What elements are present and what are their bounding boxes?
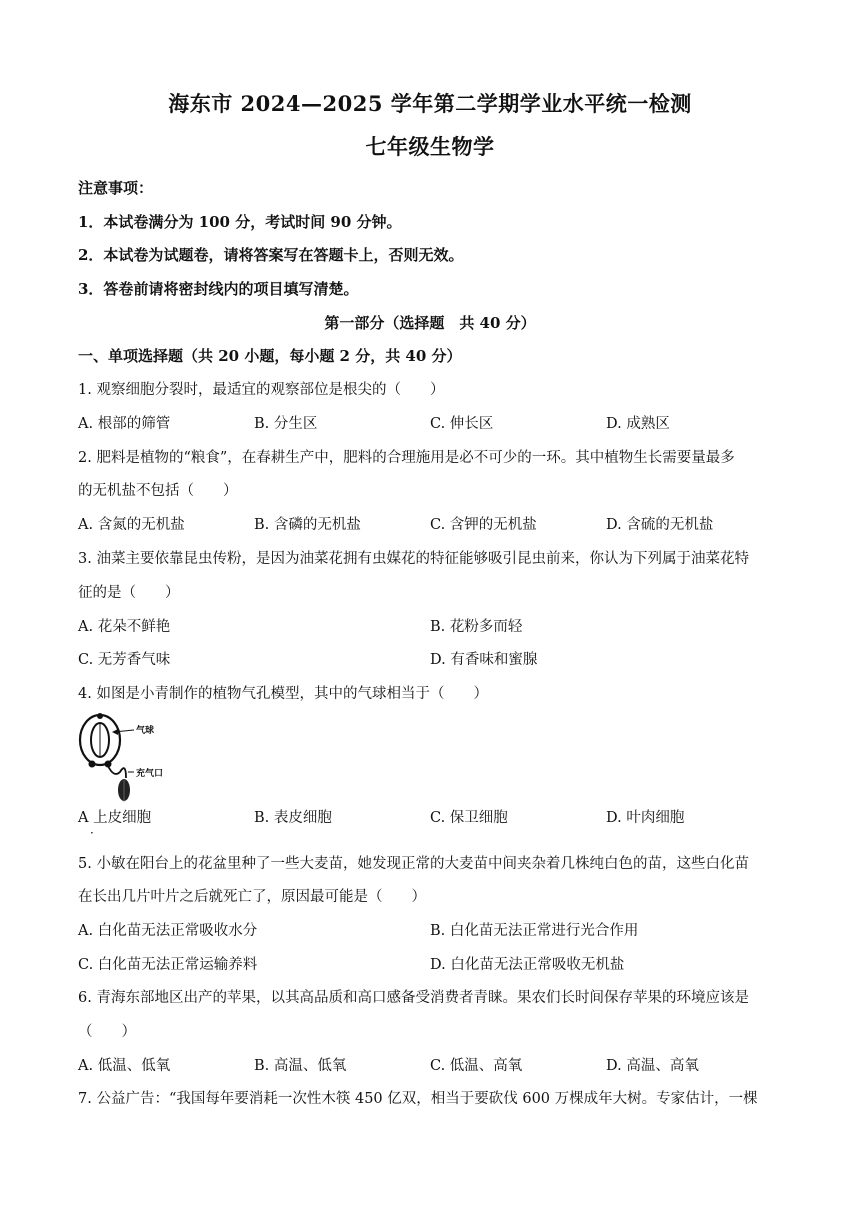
question-5-stem-line-1: 5. 小敏在阳台上的花盆里种了一些大麦苗，她发现正常的大麦苗中间夹杂着几株纯白色的苗，这些白化苗	[78, 856, 749, 872]
question-3-stem-line-1: 3. 油菜主要依靠昆虫传粉，是因为油菜花拥有虫媒花的特征能够吸引昆虫前来，你认为下列属于油菜花特	[78, 551, 749, 567]
q6-option-a: A. 低温、低氧	[78, 1058, 171, 1074]
stomata-model-figure	[76, 712, 186, 804]
q3-option-d: D. 有香味和蜜腺	[430, 652, 538, 668]
q5-option-b: B. 白化苗无法正常进行光合作用	[430, 923, 639, 939]
q3-option-c: C. 无芳香气味	[78, 652, 171, 668]
q1-option-d: D. 成熟区	[606, 416, 670, 432]
section-title: 一、单项选择题（共 20 小题，每小题 2 分，共 40 分）	[78, 347, 462, 365]
q4-option-d: D. 叶肉细胞	[606, 810, 685, 826]
question-6-stem-line-2: （ ）	[78, 1024, 136, 1040]
figure-label-inlet: 充气口	[136, 769, 164, 779]
exam-title: 海东市 2024—2025 学年第二学期学业水平统一检测	[168, 91, 692, 116]
notice-heading: 注意事项：	[78, 179, 154, 197]
q5-option-c: C. 白化苗无法正常运输养料	[78, 957, 258, 973]
q6-option-d: D. 高温、高氧	[606, 1058, 699, 1074]
q6-option-c: C. 低温、高氧	[430, 1058, 523, 1074]
q2-option-a: A. 含氮的无机盐	[78, 517, 185, 533]
q4-option-c: C. 保卫细胞	[430, 810, 508, 826]
q6-option-b: B. 高温、低氧	[254, 1058, 347, 1074]
q2-option-c: C. 含钾的无机盐	[430, 517, 537, 533]
q1-option-c: C. 伸长区	[430, 416, 494, 432]
stray-dot: ·	[90, 826, 94, 840]
q4-option-a: A 上皮细胞	[78, 810, 152, 826]
figure-label-balloon: 气球	[136, 726, 155, 736]
part-title: 第一部分（选择题 共 40 分）	[324, 314, 536, 332]
exam-subtitle: 七年级生物学	[365, 134, 495, 159]
question-1-stem: 1. 观察细胞分裂时，最适宜的观察部位是根尖的（ ）	[78, 382, 445, 398]
question-5-stem-line-2: 在长出几片叶片之后就死亡了，原因最可能是（ ）	[78, 889, 426, 905]
q1-option-a: A. 根部的筛管	[78, 416, 171, 432]
question-2-stem-line-1: 2. 肥料是植物的“粮食”，在春耕生产中，肥料的合理施用是必不可少的一环。其中植物生长需要量最多	[78, 450, 735, 466]
notice-item-3: 3．答卷前请将密封线内的项目填写清楚。	[78, 280, 359, 298]
q4-option-b: B. 表皮细胞	[254, 810, 332, 826]
stomata-model-drawing	[76, 712, 186, 804]
question-3-stem-line-2: 征的是（ ）	[78, 585, 180, 601]
question-7-stem-line-1: 7. 公益广告：“我国每年要消耗一次性木筷 450 亿双，相当于要砍伐 600 万棵成年大树。专家估计，一棵	[78, 1091, 758, 1107]
q5-option-a: A. 白化苗无法正常吸收水分	[78, 923, 258, 939]
q3-option-b: B. 花粉多而轻	[430, 619, 523, 635]
question-6-stem-line-1: 6. 青海东部地区出产的苹果，以其高品质和高口感备受消费者青睐。果农们长时间保存苹果的环境应该是	[78, 990, 749, 1006]
notice-item-1: 1．本试卷满分为 100 分，考试时间 90 分钟。	[78, 213, 402, 231]
question-4-stem: 4. 如图是小青制作的植物气孔模型，其中的气球相当于（ ）	[78, 686, 488, 702]
q2-option-d: D. 含硫的无机盐	[606, 517, 714, 533]
q3-option-a: A. 花朵不鲜艳	[78, 619, 171, 635]
q5-option-d: D. 白化苗无法正常吸收无机盐	[430, 957, 625, 973]
notice-item-2: 2．本试卷为试题卷，请将答案写在答题卡上，否则无效。	[78, 246, 464, 264]
question-2-stem-line-2: 的无机盐不包括（ ）	[78, 483, 238, 499]
q2-option-b: B. 含磷的无机盐	[254, 517, 361, 533]
q1-option-b: B. 分生区	[254, 416, 318, 432]
